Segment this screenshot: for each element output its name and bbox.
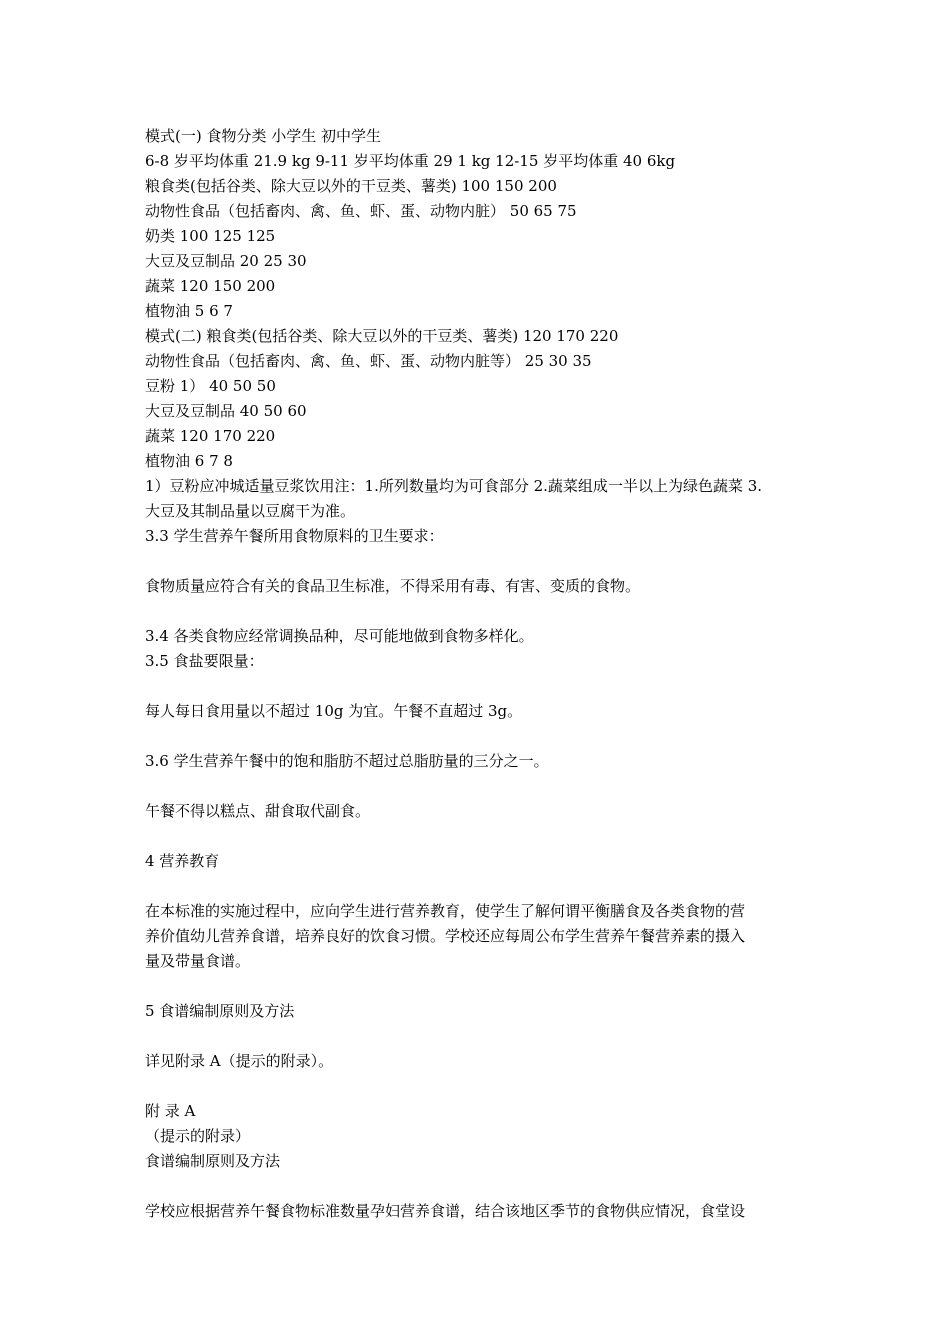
section-3-3-heading: 3.3 学生营养午餐所用食物原料的卫生要求：: [145, 527, 444, 545]
food-standard-table-text: [145, 124, 813, 474]
section-4-body-line-3: 量及带量食谱。: [145, 952, 251, 970]
spacer: [145, 824, 813, 849]
spacer: [145, 724, 813, 749]
section-4-body-line-2: 养价值幼儿营养食谱，培养良好的饮食习惯。学校还应每周公布学生营养午餐营养素的摄入: [145, 927, 746, 945]
table-line-mode-2-bean-powder: 豆粉 1） 40 50 50: [145, 377, 276, 395]
section-3-5-body: 每人每日食用量以不超过 10g 为宜。午餐不直超过 3g。: [145, 702, 523, 720]
table-line-animal-food: 动物性食品（包括畜肉、禽、鱼、虾、蛋、动物内脏） 50 65 75: [145, 202, 577, 220]
section-3-5-heading: 3.5 食盐要限量：: [145, 652, 264, 670]
spacer: [145, 599, 813, 624]
table-note-line-2: 大豆及其制品量以豆腐干为准。: [145, 502, 356, 520]
section-3-3-body: 食物质量应符合有关的食品卫生标准，不得采用有毒、有害、变质的食物。: [145, 577, 641, 595]
table-line-grains: 粮食类(包括谷类、除大豆以外的干豆类、薯类) 100 150 200: [145, 177, 557, 195]
table-note-line-1: 1）豆粉应冲城适量豆浆饮用注：1.所列数量均为可食部分 2.蔬菜组成一半以上为绿色蔬菜 3.: [145, 477, 763, 495]
appendix-heading: 食谱编制原则及方法: [145, 1152, 281, 1170]
table-line-mode-2-soy: 大豆及豆制品 40 50 60: [145, 402, 307, 420]
table-line-mode-1-header: 模式(一) 食物分类 小学生 初中学生: [145, 127, 382, 145]
spacer: [145, 1074, 813, 1099]
spacer: [145, 874, 813, 899]
spacer: [145, 674, 813, 699]
table-line-mode-2-grains: 模式(二) 粮食类(包括谷类、除大豆以外的干豆类、薯类) 120 170 220: [145, 327, 619, 345]
spacer: [145, 1174, 813, 1199]
appendix-body: 学校应根据营养午餐食物标准数量孕妇营养食谱，结合该地区季节的食物供应情况，食堂设: [145, 1202, 746, 1220]
table-line-age-weights: 6-8 岁平均体重 21.9 kg 9-11 岁平均体重 29 1 kg 12-15 岁平均体重 40 6kg: [145, 152, 676, 170]
spacer: [145, 549, 813, 574]
section-3-6-body: 午餐不得以糕点、甜食取代副食。: [145, 802, 371, 820]
section-3-6-heading: 3.6 学生营养午餐中的饱和脂肪不超过总脂肪量的三分之一。: [145, 752, 549, 770]
spacer: [145, 974, 813, 999]
section-5-heading: 5 食谱编制原则及方法: [145, 1002, 295, 1020]
appendix-subtitle: （提示的附录）: [145, 1127, 251, 1145]
table-line-soy: 大豆及豆制品 20 25 30: [145, 252, 307, 270]
table-line-vegetables: 蔬菜 120 150 200: [145, 277, 276, 295]
table-line-milk: 奶类 100 125 125: [145, 227, 276, 245]
document-page: [145, 124, 813, 1224]
table-line-mode-2-animal-food: 动物性食品（包括畜肉、禽、鱼、虾、蛋、动物内脏等） 25 30 35: [145, 352, 592, 370]
spacer: [145, 774, 813, 799]
table-line-oil: 植物油 5 6 7: [145, 302, 233, 320]
table-line-mode-2-vegetables: 蔬菜 120 170 220: [145, 427, 276, 445]
table-line-mode-2-oil: 植物油 6 7 8: [145, 452, 233, 470]
appendix-title: 附 录 A: [145, 1102, 196, 1120]
section-4-heading: 4 营养教育: [145, 852, 220, 870]
section-3-4-heading: 3.4 各类食物应经常调换品种，尽可能地做到食物多样化。: [145, 627, 534, 645]
section-5-body: 详见附录 A（提示的附录）。: [145, 1052, 334, 1070]
section-4-body-line-1: 在本标准的实施过程中，应向学生进行营养教育，使学生了解何谓平衡膳食及各类食物的营: [145, 902, 746, 920]
spacer: [145, 1024, 813, 1049]
